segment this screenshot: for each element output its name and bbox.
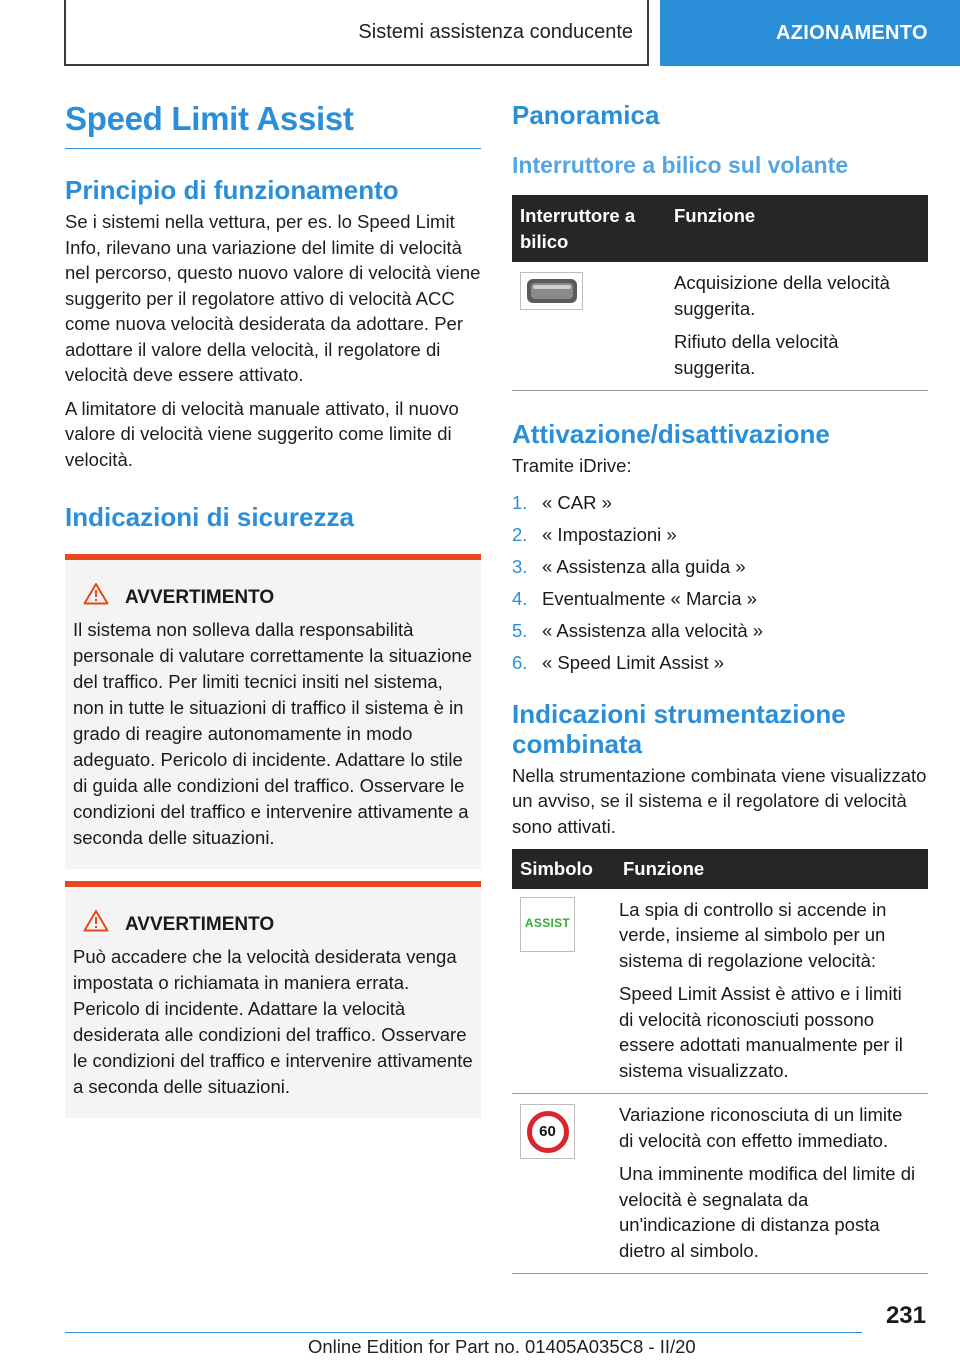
warning-triangle-icon [83, 582, 109, 613]
speed-limit-sign-ring [527, 1111, 569, 1153]
speed-change-description-1: Variazione riconosciuta di un limite di velocità con effetto immediato. [619, 1104, 903, 1151]
edition-footer: Online Edition for Part no. 01405A035C8 - II/20 [308, 1336, 696, 1357]
rocker-switch-icon [520, 272, 583, 310]
warning-box-2 [65, 881, 481, 1118]
step-number: 5. [512, 619, 528, 641]
table-row [512, 889, 928, 1094]
warning-text-2: Può accadere che la velocità desiderata venga impostata o richiamata in maniera errata. Pericolo di incidente. Adattare la velocità desiderata alle condizioni del traffico. Osservare le condizioni del traffico e intervenire attivamente a seconda delle situazioni. [73, 946, 473, 1097]
speed-change-description-2: Una imminente modifica del limite di velocità è segnalata da un'indicazione di distanza posta dietro al simbolo. [619, 1163, 916, 1261]
warning-box-1 [65, 554, 481, 869]
switch-function-reject: Rifiuto della velocità suggerita. [674, 331, 839, 378]
step-text: « CAR » [542, 491, 612, 513]
principle-paragraph-1: Se i sistemi nella vettura, per es. lo Speed Limit Info, rilevano una variazione del limite di velocità nel percorso, questo nuovo valore di velocità viene suggerito per il regolatore attivo di velocità ACC come nuova velocità desiderata da adottare. Per adottare il valore della velocità, il regolatore di velocità deve essere attivato. [65, 211, 481, 385]
list-item [512, 615, 928, 647]
warning-title-1 [73, 582, 473, 613]
table-row [512, 262, 928, 391]
footer-divider [65, 1332, 862, 1333]
header-chapter-label: Sistemi assistenza conducente [358, 20, 633, 43]
header-chapter [64, 0, 649, 66]
step-number: 4. [512, 587, 528, 609]
activation-steps [512, 487, 928, 679]
warning-title-2 [73, 909, 473, 940]
assist-description-2: Speed Limit Assist è attivo e i limiti di velocità riconosciuti possono essere adottati manualmente per il sistema visualizzato. [619, 983, 903, 1081]
step-text: « Assistenza alla guida » [542, 555, 746, 577]
symbol-table-header [512, 849, 928, 889]
principle-heading: Principio di funzionamento [65, 175, 399, 205]
list-item [512, 519, 928, 551]
step-text: « Assistenza alla velocità » [542, 619, 764, 641]
header-section-label: AZIONAMENTO [776, 21, 928, 44]
table-row [512, 1094, 928, 1274]
step-text: Eventualmente « Marcia » [542, 587, 757, 609]
activation-intro: Tramite iDrive: [512, 455, 632, 476]
switch-table-col-function: Funzione [666, 195, 928, 262]
list-item [512, 551, 928, 583]
activation-heading: Attivazione/disattivazione [512, 419, 830, 449]
header-section-tab [660, 0, 960, 66]
assist-indicator-label: ASSIST [524, 916, 571, 931]
left-column [65, 100, 481, 1118]
symbol-table [512, 849, 928, 1274]
cluster-intro: Nella strumentazione combinata viene visualizzato un avviso, se il sistema e il regolatore di velocità sono attivati. [512, 764, 927, 837]
step-number: 3. [512, 555, 528, 577]
step-text: « Impostazioni » [542, 523, 677, 545]
list-item [512, 647, 928, 679]
symbol-table-col-symbol: Simbolo [512, 849, 615, 889]
principle-paragraph-2: A limitatore di velocità manuale attivato, il nuovo valore di velocità viene suggerito come limite di velocità. [65, 397, 459, 470]
symbol-table-col-function: Funzione [615, 849, 928, 889]
overview-heading: Panoramica [512, 100, 660, 130]
warning-text-1: Il sistema non solleva dalla responsabilità personale di valutare correttamente la situazione del traffico. Per limiti tecnici insiti nel sistema, non in tutte le situazioni di traffico il sistema è in grado di reagire autonomamente in modo adeguato. Pericolo di incidente. Adattare lo stile di guida alle condizioni del traffico. Osservare le condizioni del traffico e intervenire attivamente a seconda delle situazioni. [73, 619, 473, 848]
step-number: 6. [512, 651, 528, 673]
page-number: 231 [885, 1302, 926, 1329]
switch-table-col-switch: Interruttore a bilico [512, 195, 666, 262]
step-number: 1. [512, 491, 528, 513]
assist-indicator-icon [520, 897, 575, 952]
switch-table [512, 195, 928, 391]
warning-label-1: AVVERTIMENTO [125, 586, 275, 608]
warning-triangle-icon [83, 909, 109, 940]
assist-description-1: La spia di controllo si accende in verde, insieme al simbolo per un sistema di regolazione velocità: [619, 898, 887, 971]
switch-subheading: Interruttore a bilico sul volante [512, 152, 849, 178]
speed-limit-sign-icon [520, 1104, 575, 1159]
warning-label-2: AVVERTIMENTO [125, 913, 275, 935]
list-item [512, 487, 928, 519]
list-item [512, 583, 928, 615]
safety-heading: Indicazioni di sicurezza [65, 502, 354, 532]
page-title: Speed Limit Assist [65, 100, 481, 149]
switch-table-header [512, 195, 928, 262]
step-text: « Speed Limit Assist » [542, 651, 725, 673]
speed-limit-value: 60 [539, 1122, 556, 1140]
cluster-heading: Indicazioni strumentazione combinata [512, 698, 846, 759]
switch-function-accept: Acquisizione della velocità suggerita. [674, 272, 890, 319]
right-column [512, 100, 928, 1274]
step-number: 2. [512, 523, 528, 545]
